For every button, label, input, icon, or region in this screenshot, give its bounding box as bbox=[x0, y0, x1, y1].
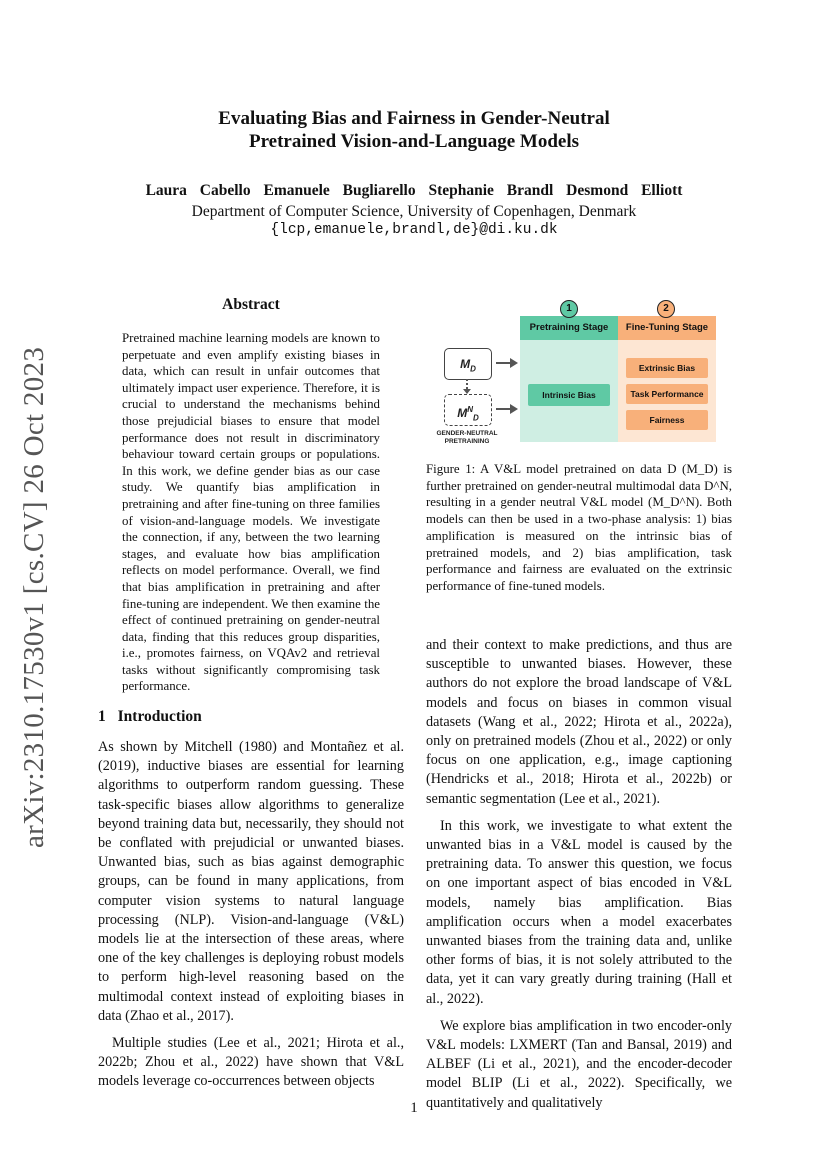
fairness-box: Fairness bbox=[626, 410, 708, 430]
stage-2-marker: 2 bbox=[657, 300, 675, 318]
figure-1 bbox=[426, 296, 732, 456]
arrowhead-icon bbox=[510, 358, 518, 368]
gender-neutral-label: GENDER-NEUTRAL PRETRAINING bbox=[436, 430, 498, 445]
title-line-1: Evaluating Bias and Fairness in Gender-Neutral bbox=[218, 108, 610, 129]
affiliation: Department of Computer Science, University of Copenhagen, Denmark bbox=[191, 203, 637, 220]
model-md-box: $M_D$ bbox=[444, 348, 492, 380]
intro-paragraph: We explore bias amplification in two encoder-only V&L models: LXMERT (Tan and Bansal, 2019) and ALBEF (Li et al., 2021), and the encoder-decoder model BLIP (Li et al., 2022). Specifically, we quantitatively and qualitatively bbox=[426, 1017, 732, 1111]
page-number: 1 bbox=[410, 1100, 418, 1116]
arrowhead-icon bbox=[510, 404, 518, 414]
task-performance-box: Task Performance bbox=[626, 384, 708, 404]
section-heading-introduction: 1 Introduction bbox=[98, 708, 202, 725]
author-email: {lcp,emanuele,brandl,de}@di.ku.dk bbox=[270, 222, 558, 238]
stage-1-marker: 1 bbox=[560, 300, 578, 318]
arxiv-identifier: arXiv:2310.17530v1 [cs.CV] 26 Oct 2023 bbox=[18, 346, 50, 848]
arrowhead-down-icon bbox=[463, 389, 471, 394]
figure-1-caption: Figure 1: A V&L model pretrained on data D (M_D) is further pretrained on gender-neutral multimodal data D^N, resulting in a gender neutral V&L model (M_D^N). Both models can then be used in a two-phase analysis: 1) bias amplification is measured on the intrinsic bias of pretrained models, and 2) bias amplification, task performance and fairness are evaluated on the extrinsic performance of fine-tuned models. bbox=[426, 462, 732, 593]
pretraining-stage-header: Pretraining Stage bbox=[520, 316, 618, 340]
intro-paragraph: Multiple studies (Lee et al., 2021; Hirota et al., 2022b; Zhou et al., 2022) have shown that V&L models leverage co-occurrences between objects bbox=[98, 1035, 404, 1090]
right-column bbox=[426, 636, 732, 1113]
finetuning-stage-header: Fine-Tuning Stage bbox=[618, 316, 716, 340]
abstract-heading: Abstract bbox=[222, 296, 280, 313]
paper-title bbox=[0, 107, 828, 153]
intro-paragraph: In this work, we investigate to what extent the unwanted bias in a V&L model is caused by the pretraining data. To answer this question, we focus on one important aspect of bias encoded in V&L models, namely bias amplification. Bias amplification occurs when a model exacerbates unwanted biases from the training data and, unlike other forms of bias, it is not solely attributed to the data, yet it can vary greatly during training (Hall et al., 2022). bbox=[426, 817, 732, 1007]
extrinsic-bias-box: Extrinsic Bias bbox=[626, 358, 708, 378]
title-line-2: Pretrained Vision-and-Language Models bbox=[248, 131, 580, 152]
intrinsic-bias-box: Intrinsic Bias bbox=[528, 384, 610, 406]
intro-paragraph: As shown by Mitchell (1980) and Montañez et al. (2019), inductive biases are essential for learning algorithms to outperform random guessing. These task-specific biases allow algorithms to generalize beyond training data but, necessarily, they should not be conflated with prejudicial or unwanted biases. Unwanted bias, such as bias against demographic groups, can be found in many applications, from computer vision systems to natural language processing (NLP). Vision-and-language (V&L) models lie at the intersection of these areas, where one of the key challenges is deploying robust models to perform high-level reasoning based on the multimodal context instead of exploiting biases in data (Zhao et al., 2017). bbox=[98, 739, 404, 1024]
intro-paragraph: and their context to make predictions, and thus are susceptible to unwanted biases. However, these authors do not explore the broad landscape of V&L models and focus on biases in common visual datasets (Wang et al., 2022; Hirota et al., 2022a), only on pretrained models (Zhou et al., 2022) or only focus on one application, e.g., image captioning (Hendricks et al., 2018; Hirota et al., 2022b) or semantic segmentation (Lee et al., 2021). bbox=[426, 637, 732, 807]
model-mdn-box: $M^N_D$ bbox=[444, 394, 492, 426]
abstract-text: Pretrained machine learning models are known to perpetuate and even amplify existing biases in data, which can result in unfair outcomes that ultimately impact user experience. Therefore, it is crucial to understand the mechanisms behind those prejudicial biases to ensure that model performance does not result in discriminatory behaviour toward certain groups or populations. In this work, we define gender bias as our case study. We quantify bias amplification in pretraining and after fine-tuning on three families of vision-and-language models. We investigate the connection, if any, between the two learning stages, and evaluate how bias amplification reflects on model performance. Overall, we find that bias amplification in pretraining and after fine-tuning are independent. We then examine the effect of continued pretraining on gender-neutral data, finding that this reduces group disparities, i.e., promotes fairness, on VQAv2 and retrieval tasks without significantly compromising task performance. bbox=[122, 331, 380, 694]
author-list: Laura Cabello Emanuele Bugliarello Stephanie Brandl Desmond Elliott bbox=[145, 182, 683, 199]
left-column bbox=[98, 738, 404, 1092]
